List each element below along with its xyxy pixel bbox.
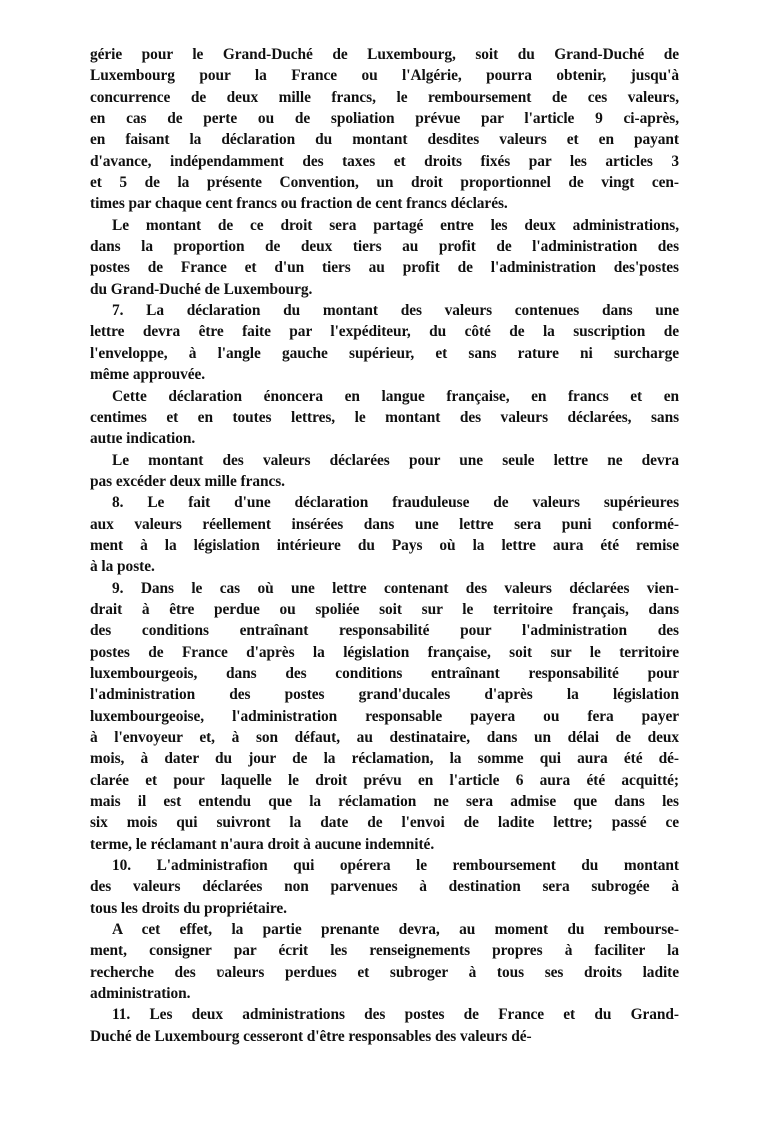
text-line: lettre devra être faite par l'expéditeur, du côté de la suscription de <box>90 323 679 341</box>
paragraph <box>90 386 679 450</box>
text-line: tous les droits du propriétaire. <box>90 899 287 917</box>
text-line: drait à être perdue ou spoliée soit sur le territoire français, dans <box>90 600 679 618</box>
text-line: 11. Les deux administrations des postes de France et du Grand- <box>112 1006 679 1024</box>
text-line: même approuvée. <box>90 366 206 384</box>
text-line: postes de France et d'un tiers au profit de l'administration des'postes <box>90 259 679 277</box>
text-line: terme, le réclamant n'aura droit à aucune indemnité. <box>90 835 435 853</box>
text-line: concurrence de deux mille francs, le remboursement de ces valeurs, <box>90 88 679 106</box>
text-line: clarée et pour laquelle le droit prévu en l'article 6 aura été acquitté; <box>90 771 679 789</box>
text-line: d'avance, indépendamment des taxes et droits fixés par les articles 3 <box>90 152 679 170</box>
text-line: luxembourgeois, dans des conditions entraînant responsabilité pour <box>90 664 679 682</box>
text-line: Le montant des valeurs déclarées pour une seule lettre ne devra <box>112 451 679 469</box>
text-line: Cette déclaration énoncera en langue française, en francs et en <box>112 387 679 405</box>
text-line: postes de France d'après la législation française, soit sur le territoire <box>90 643 679 661</box>
text-line: ment à la législation intérieure du Pays où la lettre aura été remise <box>90 536 679 554</box>
paragraph <box>90 300 679 385</box>
text-line: centimes et en toutes lettres, le montant des valeurs déclarées, sans <box>90 408 679 426</box>
text-line: Duché de Luxembourg cesseront d'être responsables des valeurs dé- <box>90 1027 532 1045</box>
text-line: pas excéder deux mille francs. <box>90 472 285 490</box>
text-line: administration. <box>90 985 191 1003</box>
text-line: des conditions entraînant responsabilité pour l'administration des <box>90 622 679 640</box>
text-line: l'administration des postes grand'ducales d'après la législation <box>90 686 679 704</box>
text-line: 7. La déclaration du montant des valeurs contenues dans une <box>112 302 679 320</box>
text-line: dans la proportion de deux tiers au profit de l'administration des <box>90 238 679 256</box>
paragraph <box>90 215 679 300</box>
text-line: en faisant la déclaration du montant desdites valeurs et en payant <box>90 131 679 149</box>
text-line: en cas de perte ou de spoliation prévue par l'article 9 ci-après, <box>90 110 679 128</box>
text-line: des valeurs déclarées non parvenues à destination sera subrogée à <box>90 878 679 896</box>
text-line: 9. Dans le cas où une lettre contenant des valeurs déclarées vien- <box>112 579 679 597</box>
text-line: autɪe indication. <box>90 430 196 448</box>
text-line: et 5 de la présente Convention, un droit proportionnel de vingt cen- <box>90 174 679 192</box>
paragraph <box>90 492 679 577</box>
text-line: A cet effet, la partie prenante devra, au moment du rembourse- <box>112 921 679 939</box>
paragraph <box>90 44 679 215</box>
page-text-block <box>90 44 679 1047</box>
text-line: Luxembourg pour la France ou l'Algérie, pourra obtenir, jusqu'à <box>90 67 679 85</box>
paragraph <box>90 578 679 855</box>
text-line: Le montant de ce droit sera partagé entre les deux administrations, <box>112 216 679 234</box>
paragraph <box>90 855 679 919</box>
paragraph <box>90 1004 679 1047</box>
text-line: mois, à dater du jour de la réclamation, la somme qui aura été dé- <box>90 750 679 768</box>
text-line: aux valeurs réellement insérées dans une lettre sera puni conformé- <box>90 515 679 533</box>
paragraph <box>90 450 679 493</box>
text-line: recherche des ʋaleurs perdues et subroger à tous ses droits ladite <box>90 963 679 981</box>
text-line: mais il est entendu que la réclamation ne sera admise que dans les <box>90 793 679 811</box>
text-line: six mois qui suivront la date de l'envoi de ladite lettre; passé ce <box>90 814 679 832</box>
paragraph <box>90 919 679 1004</box>
text-line: times par chaque cent francs ou fraction de cent francs déclarés. <box>90 195 508 213</box>
text-line: à l'envoyeur et, à son défaut, au destinataire, dans un délai de deux <box>90 729 679 746</box>
text-line: gérie pour le Grand-Duché de Luxembourg, soit du Grand-Duché de <box>90 46 679 63</box>
text-line: à la poste. <box>90 558 155 576</box>
text-line: l'enveloppe, à l'angle gauche supérieur, et sans rature ni surcharge <box>90 344 679 362</box>
text-line: 10. L'administrafion qui opérera le remboursement du montant <box>112 857 679 875</box>
text-line: luxembourgeoise, l'administration responsable payera ou fera payer <box>90 707 679 725</box>
text-line: du Grand-Duché de Luxembourg. <box>90 280 313 298</box>
text-line: 8. Le fait d'une déclaration frauduleuse de valeurs supérieures <box>112 494 679 512</box>
text-line: ment, consigner par écrit les renseignements propres à faciliter la <box>90 942 679 960</box>
